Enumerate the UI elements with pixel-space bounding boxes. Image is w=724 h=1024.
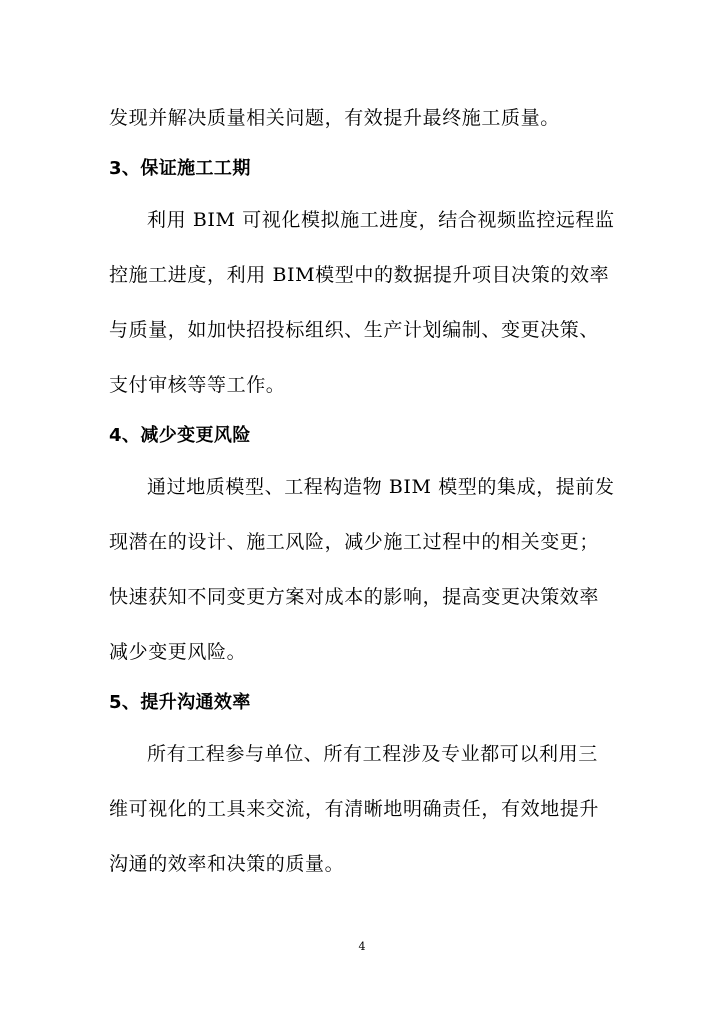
paragraph-line: 与质量，如加快招投标组织、生产计划编制、变更决策、 <box>109 319 600 341</box>
paragraph-line: 减少变更风险。 <box>109 641 247 663</box>
section-heading-3: 3、保证施工工期 <box>109 158 251 179</box>
paragraph-line: 发现并解决质量相关问题，有效提升最终施工质量。 <box>109 107 560 129</box>
section-heading-4: 4、减少变更风险 <box>109 425 251 446</box>
paragraph-line: 快速获知不同变更方案对成本的影响，提高变更决策效率 <box>109 586 600 608</box>
section-heading-5: 5、提升沟通效率 <box>109 692 251 713</box>
paragraph-line: 支付审核等等工作。 <box>109 374 286 396</box>
paragraph-line: 所有工程参与单位、所有工程涉及专业都可以利用三 <box>147 743 598 765</box>
paragraph-line: 控施工进度，利用 BIM模型中的数据提升项目决策的效率 <box>109 264 610 286</box>
paragraph-line: 维可视化的工具来交流，有清晰地明确责任，有效地提升 <box>109 798 600 820</box>
paragraph-line: 利用 BIM 可视化模拟施工进度，结合视频监控远程监 <box>147 209 615 231</box>
paragraph-line: 现潜在的设计、施工风险，减少施工过程中的相关变更； <box>109 531 600 553</box>
paragraph-line: 通过地质模型、工程构造物 BIM 模型的集成，提前发 <box>147 476 615 498</box>
paragraph-line: 沟通的效率和决策的质量。 <box>109 853 345 875</box>
page-number: 4 <box>358 940 366 953</box>
